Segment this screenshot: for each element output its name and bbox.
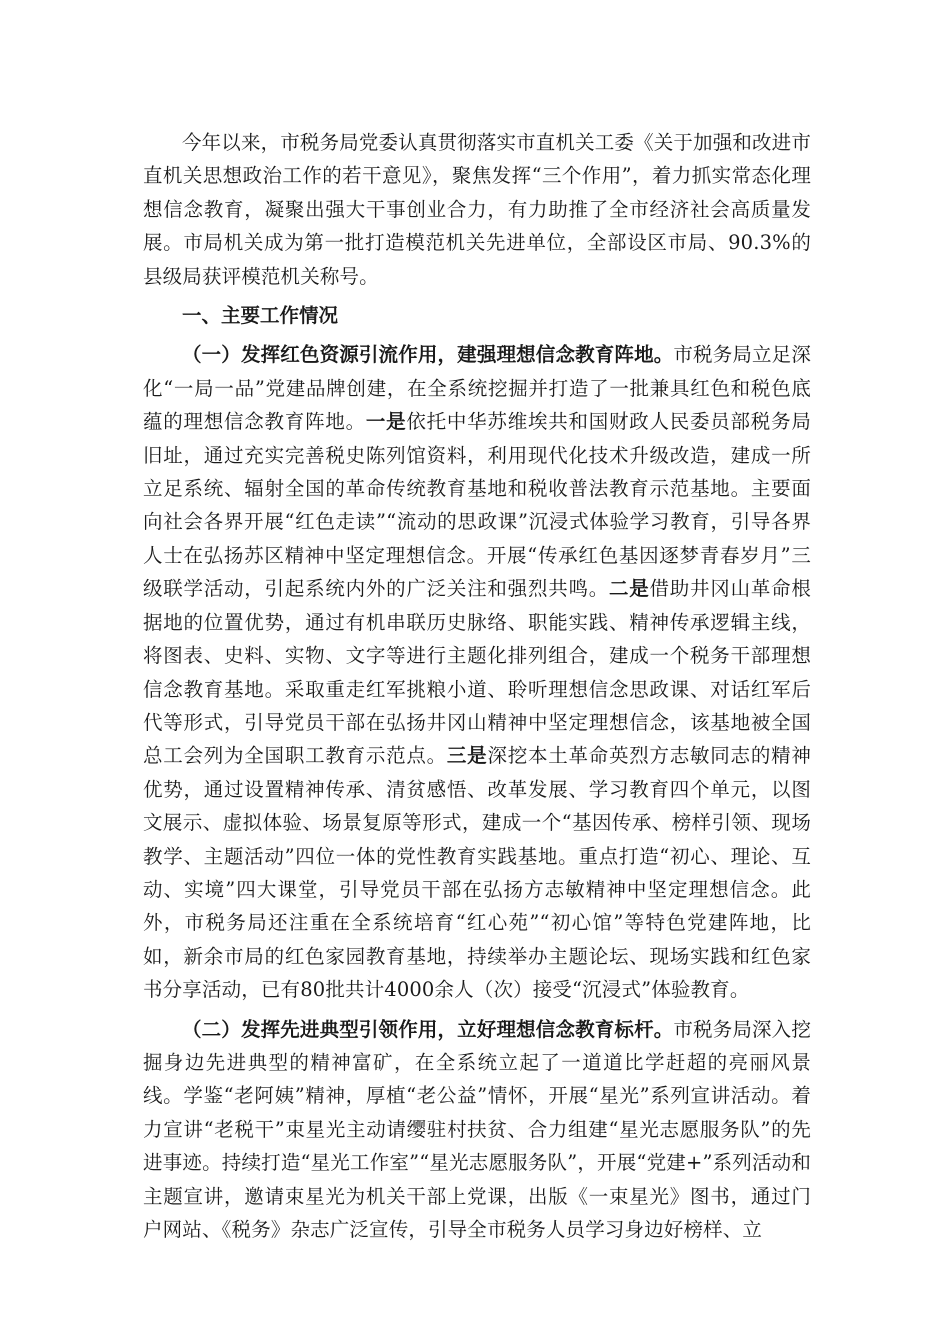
point-text-3: 深挖本土革命英烈方志敏同志的精神优势，通过设置精神传承、清贫感悟、改革发展、学习教育四个单元，以图文展示、虚拟体验、场景复原等形式，建成一个“基因传承、榜样引领、现场教学、主题活动”四位一体的党性教育实践基地。重点打造“初心、理论、互动、实境”四大课堂，引导党员干部在弘扬方志敏精神中坚定理想信念。此外，市税务局还注重在全系统培育“红心苑”“初心馆”等特色党建阵地，比如，新余市局的红色家园教育基地，持续举办主题论坛、现场实践和红色家书分享活动，已有80批共计4000余人（次）接受“沉浸式”体验教育。 <box>143 744 811 1002</box>
section-heading: 一、主要工作情况 <box>182 304 339 328</box>
subsection-1-title: （一）发挥红色资源引流作用，建强理想信念教育阵地。 <box>182 343 674 367</box>
point-text-2: 借助井冈山革命根据地的位置优势，通过有机串联历史脉络、职能实践、精神传承逻辑主线，将图表、史料、实物、文字等进行主题化排列组合，建成一个税务干部理想信念教育基地。采取重走红军挑粮小道、聆听理想信念思政课、对话红军后代等形式，引导党员干部在弘扬井冈山精神中坚定理想信念，该基地被全国总工会列为全国职工教育示范点。 <box>143 577 812 768</box>
subsection-2-paragraph <box>143 1013 811 1247</box>
subsection-2-text: 市税务局深入挖掘身边先进典型的精神富矿，在全系统立起了一道道比学赶超的亮丽风景线。学鉴“老阿姨”精神，厚植“老公益”情怀，开展“星光”系列宣讲活动。着力宣讲“老税干”束星光主动请缨驻村扶贫、合力组建“星光志愿服务队”的先进事迹。持续打造“星光工作室”“星光志愿服务队”，开展“党建+”系列活动和主题宣讲，邀请束星光为机关干部上党课，出版《一束星光》图书，通过门户网站、《税务》杂志广泛宣传，引导全市税务人员学习身边好榜样、立 <box>143 1017 811 1241</box>
intro-paragraph: 今年以来，市税务局党委认真贯彻落实市直机关工委《关于加强和改进市直机关思想政治工作的若干意见》，聚焦发挥“三个作用”，着力抓实常态化理想信念教育，凝聚出强大干事创业合力，有力助推了全市经济社会高质量发展。市局机关成为第一批打造模范机关先进单位，全部设区市局、90.3%的县级局获评模范机关称号。 <box>143 131 811 288</box>
subsection-1-paragraph <box>143 338 811 1006</box>
point-label-3: 三是 <box>446 744 488 768</box>
point-label-2: 二是 <box>609 577 650 601</box>
subsection-1-intro: 市税务局立足深化“一局一品”党建品牌创建，在全系统挖掘并打造了一批兼具红色和税色底蕴的理想信念教育阵地。 <box>143 343 811 434</box>
point-text-1: 依托中华苏维埃共和国财政人民委员部税务局旧址，通过充实完善税史陈列馆资料，利用现代化技术升级改造，建成一所立足系统、辐射全国的革命传统教育基地和税收普法教育示范基地。主要面向社会各界开展“红色走读”“流动的思政课”沉浸式体验学习教育，引导各界人士在弘扬苏区精神中坚定理想信念。开展“传承红色基因逐梦青春岁月”三级联学活动，引起系统内外的广泛关注和强烈共鸣。 <box>143 410 811 601</box>
document-page <box>143 126 811 1246</box>
point-label-1: 一是 <box>365 410 407 434</box>
subsection-2-title: （二）发挥先进典型引领作用，立好理想信念教育标杆。 <box>182 1017 674 1041</box>
